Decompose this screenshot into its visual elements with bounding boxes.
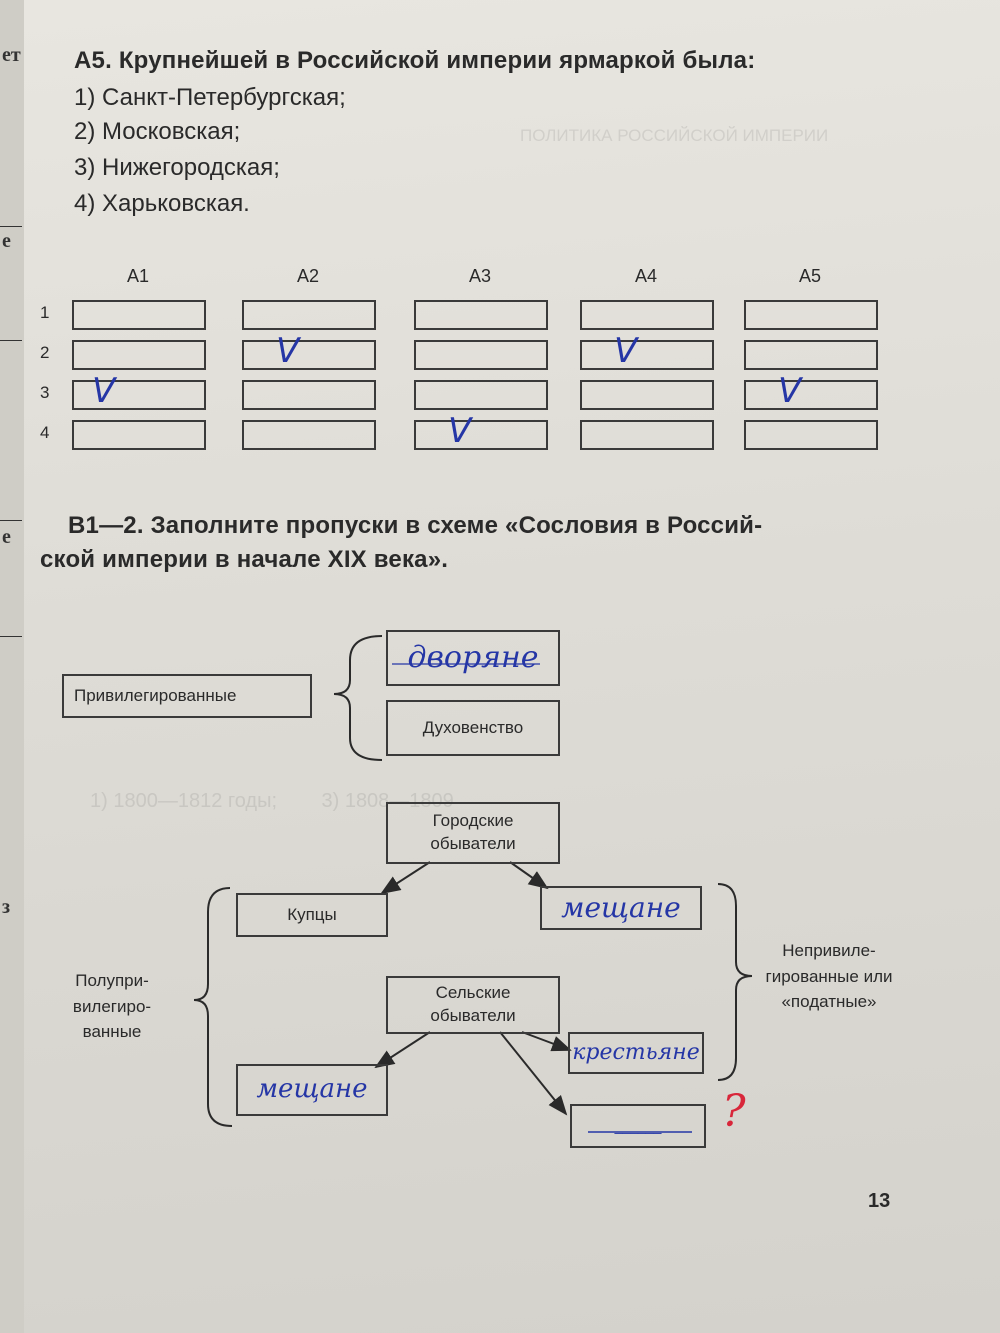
grid-column-header: А1 [126, 266, 150, 286]
margin-mark: е [2, 230, 11, 252]
margin-mark: ет [2, 44, 21, 66]
margin-mark: е [2, 526, 11, 548]
question-a5-option: 2) Московская; [74, 118, 241, 145]
question-a5-option: 4) Харьковская. [74, 190, 250, 217]
grid-column-header: А2 [296, 266, 320, 286]
semi-privileged-brace [194, 888, 232, 1126]
grid-row-number: 3 [40, 383, 50, 402]
non-privileged-brace [718, 884, 752, 1080]
handwritten-check-mark: V [92, 371, 116, 411]
semi-privileged-label: Полупри- вилегиро- ванные [72, 971, 152, 1041]
clergy-box: Духовенство [386, 700, 560, 756]
question-a5-option: 3) Нижегородская; [74, 154, 280, 181]
nobility-answer-box [386, 630, 560, 686]
handwritten-answer: дворяне [407, 639, 539, 675]
privileged-box: Привилегированные [62, 674, 312, 718]
grid-column-header: А4 [634, 266, 658, 286]
empty-answer-box[interactable] [570, 1104, 706, 1148]
question-b1-title-cont: ской империи в начале XIX века». [40, 546, 449, 573]
margin-mark: з [2, 896, 11, 918]
bleed-through: 1) 1800—1812 годы; 3) 1808—1809 [90, 790, 454, 812]
page-number: 13 [868, 1190, 891, 1212]
blank-line: ______ [614, 1117, 662, 1134]
question-b1-title: В1—2. Заполните пропуски в схеме «Сословия в Россий- [68, 512, 763, 539]
grid-column-header: А3 [468, 266, 492, 286]
rural-box: Сельские обыватели [386, 976, 560, 1034]
peasants-answer-box [568, 1032, 704, 1074]
handwritten-check-mark: V [276, 331, 300, 371]
handwritten-check-mark: V [448, 411, 472, 451]
townsmen-answer-box [540, 886, 702, 930]
grid-column-header: А5 [798, 266, 822, 286]
bleed-through: ПОЛИТИКА РОССИЙСКОЙ ИМПЕРИИ [520, 126, 829, 145]
handwritten-answer: мещане [256, 1074, 368, 1105]
merchants-box: Купцы [236, 893, 388, 937]
grid-row-number: 1 [40, 303, 50, 322]
handwritten-answer: мещане [561, 891, 681, 925]
question-a5-title: А5. Крупнейшей в Российской империи ярмаркой была: [74, 47, 756, 74]
handwritten-check-mark: V [778, 371, 802, 411]
non-privileged-label: Непривиле- гированные или «податные» [765, 941, 893, 1011]
privileged-brace [334, 636, 382, 760]
question-a5-option: 1) Санкт-Петербургская; [74, 84, 346, 111]
grid-row-number: 4 [40, 423, 50, 442]
peasants2-answer-box [236, 1064, 388, 1116]
townspeople-box: Городские обыватели [386, 802, 560, 864]
handwritten-answer: крестьяне [572, 1040, 700, 1066]
handwritten-check-mark: V [614, 331, 638, 371]
red-question-mark: ? [722, 1086, 746, 1137]
grid-row-number: 2 [40, 343, 50, 362]
